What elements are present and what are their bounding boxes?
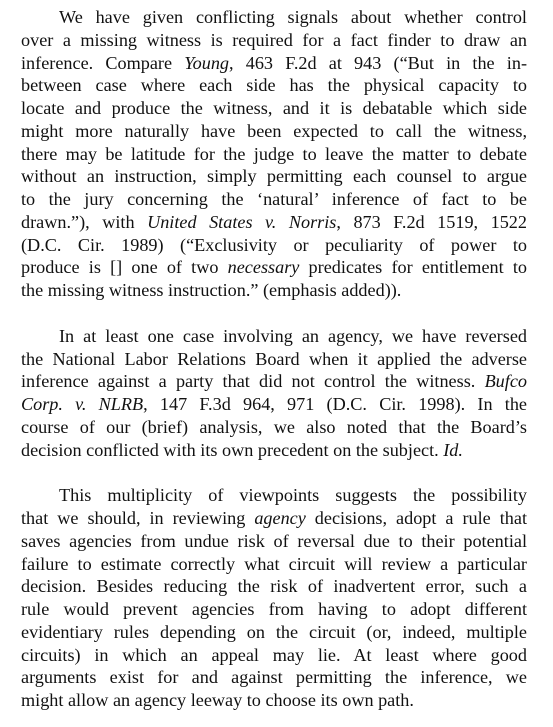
- text-line: [21, 484, 527, 507]
- text-run: , 873 F.2d 1519, 1522: [336, 211, 527, 232]
- text-run: inference against a party that did not control the witness.: [21, 371, 485, 392]
- italic-run: Id.: [443, 439, 463, 460]
- text-line: [21, 393, 527, 416]
- text-run: This multiplicity of viewpoints suggests the possibility: [59, 485, 527, 506]
- italic-run: agency: [254, 508, 306, 528]
- paragraph-bufco-nlrb: [21, 325, 527, 462]
- paragraph-missing-witness-signals: [21, 6, 527, 302]
- text-line: [21, 325, 527, 348]
- text-line: [21, 188, 527, 211]
- text-line: [21, 74, 527, 97]
- text-run: failure to estimate correctly what circuit will review a particular: [21, 553, 527, 574]
- text-line: [21, 689, 527, 712]
- text-line: [21, 666, 527, 689]
- text-run: drawn.”), with: [21, 211, 148, 232]
- text-line: [21, 530, 527, 553]
- text-line: [21, 621, 527, 644]
- text-run: (D.C. Cir. 1989) (“Exclusivity or peculiarity of power to: [21, 234, 527, 255]
- text-run: circuits) in which an appeal may lie. At least where good: [21, 644, 527, 665]
- text-line: [21, 52, 527, 75]
- text-line: [21, 234, 527, 257]
- text-run: between case where each side has the physical capacity to: [21, 75, 527, 96]
- text-run: the National Labor Relations Board when it applied the adverse: [21, 348, 527, 369]
- text-run: course of our (brief) analysis, we also noted that the Board’s: [21, 416, 527, 437]
- text-run: saves agencies from undue risk of reversal due to their potential: [21, 530, 527, 551]
- text-run: the missing witness instruction.” (emphasis added)).: [21, 280, 402, 300]
- text-line: [21, 256, 527, 279]
- text-line: [21, 97, 527, 120]
- text-run: there may be latitude for the judge to leave the matter to debate: [21, 143, 527, 164]
- text-line: [21, 575, 527, 598]
- opinion-text-page: [21, 6, 527, 712]
- text-line: [21, 165, 527, 188]
- text-run: , 463 F.2d at 943 (“But in the in-: [229, 52, 527, 73]
- text-line: [21, 143, 527, 166]
- text-run: without an instruction, simply permitting each counsel to argue: [21, 166, 527, 187]
- italic-run: United States v. Norris: [147, 211, 337, 232]
- text-run: decision conflicted with its own precedent on the subject.: [21, 439, 444, 460]
- text-line: [21, 211, 527, 234]
- text-line: [21, 598, 527, 621]
- text-line: [21, 507, 527, 530]
- text-line: [21, 439, 527, 462]
- text-line: [21, 279, 527, 302]
- text-run: to the jury concerning the ‘natural’ inference of fact to be: [21, 189, 527, 209]
- text-line: [21, 29, 527, 52]
- text-line: [21, 416, 527, 439]
- text-run: that we should, in reviewing: [21, 508, 255, 528]
- text-line: [21, 644, 527, 667]
- text-run: We have given conflicting signals about whether control: [59, 7, 527, 27]
- text-line: [21, 6, 527, 29]
- italic-run: Bufco: [484, 371, 527, 392]
- text-run: might more naturally have been expected to call the witness,: [21, 120, 527, 141]
- text-line: [21, 120, 527, 143]
- text-run: predicates for entitlement to: [299, 257, 527, 278]
- text-run: evidentiary rules depending on the circuit (or, indeed, multiple: [21, 621, 527, 642]
- text-run: In at least one case involving an agency, we have reversed: [59, 325, 527, 346]
- text-line: [21, 348, 527, 371]
- text-run: might allow an agency leeway to choose its own path.: [21, 690, 414, 710]
- text-run: arguments exist for and against permitting the inference, we: [21, 667, 527, 688]
- italic-run: Young: [184, 52, 230, 73]
- text-run: locate and produce the witness, and it is debatable which side: [21, 98, 527, 118]
- text-line: [21, 370, 527, 393]
- text-run: over a missing witness is required for a fact finder to draw an: [21, 29, 527, 50]
- text-run: decisions, adopt a rule that: [305, 508, 528, 528]
- text-run: inference. Compare: [21, 52, 185, 73]
- text-run: rule would prevent agencies from having to adopt different: [21, 599, 527, 619]
- text-line: [21, 553, 527, 576]
- paragraph-multiplicity-viewpoints: [21, 484, 527, 712]
- italic-run: necessary: [227, 257, 300, 278]
- text-run: , 147 F.3d 964, 971 (D.C. Cir. 1998). In the: [143, 394, 527, 414]
- text-run: decision. Besides reducing the risk of inadvertent error, such a: [21, 576, 527, 597]
- text-run: produce is [] one of two: [21, 257, 228, 278]
- italic-run: Corp. v. NLRB: [21, 394, 144, 414]
